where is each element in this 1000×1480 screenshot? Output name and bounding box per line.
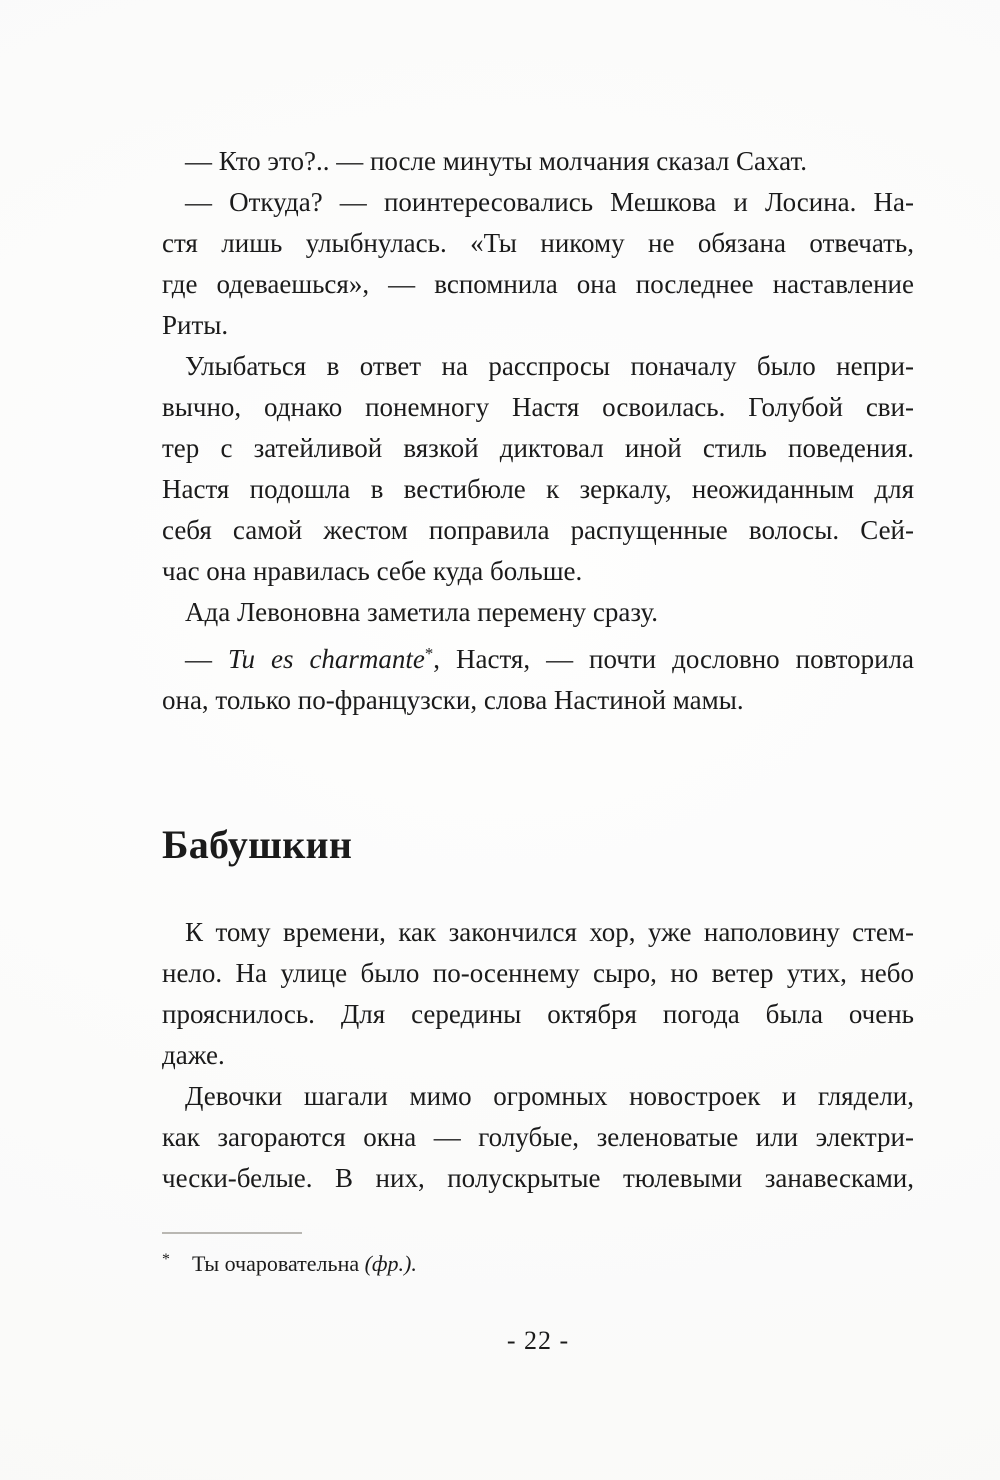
footnote-language-note: (фр.). — [364, 1251, 417, 1276]
footnote-text: Ты очаровательна — [192, 1251, 365, 1276]
footnote-reference-marker: * — [424, 644, 434, 663]
text-line — [162, 633, 914, 680]
page-text-block — [162, 141, 914, 1356]
text-line: час она нравилась себе куда больше. — [162, 556, 583, 586]
french-phrase: Tu es charmante — [227, 644, 425, 674]
text-line: Ада Левоновна заметила перемену сразу. — [185, 597, 659, 627]
section-dialogue — [162, 141, 914, 721]
text-line: стя лишь улыбнулась. «Ты никому не обязана отвечать, — [162, 228, 914, 258]
text-line: К тому времени, как закончился хор, уже наполовину стем- — [185, 917, 914, 947]
text-line: вычно, однако понемногу Настя освоилась. Голубой сви- — [162, 392, 914, 422]
text-line: как загораются окна — голубые, зеленоватые или электри- — [162, 1122, 914, 1152]
text-line: Риты. — [162, 310, 229, 340]
text-line: нело. На улице было по-осеннему сыро, но ветер утих, небо — [162, 958, 914, 988]
text-line: даже. — [162, 1040, 225, 1070]
dialogue-dash: — — [185, 644, 228, 674]
text-line: — Откуда? — поинтересовались Мешкова и Лосина. На- — [185, 187, 914, 217]
footnote-marker: * — [162, 1251, 170, 1268]
text-line: она, только по-французски, слова Настиной мамы. — [162, 685, 744, 715]
text-line: Улыбаться в ответ на расспросы поначалу было непри- — [185, 351, 914, 381]
text-line: Настя подошла в вестибюле к зеркалу, неожиданным для — [162, 474, 914, 504]
text-line: где одеваешься», — вспомнила она последнее наставление — [162, 269, 914, 299]
text-line: тер с затейливой вязкой диктовал иной стиль поведения. — [162, 433, 914, 463]
text-line: чески-белые. В них, полускрытые тюлевыми занавесками, — [162, 1163, 914, 1193]
text-line: — Кто это?.. — после минуты молчания сказал Сахат. — [185, 146, 807, 176]
footnote — [162, 1244, 914, 1280]
page-number: - 22 - — [506, 1326, 570, 1355]
section-chapter-text — [162, 912, 914, 1199]
footnote-divider — [162, 1232, 302, 1234]
text-line: прояснилось. Для середины октября погода была очень — [162, 999, 914, 1029]
text-line: Девочки шагали мимо огромных новостроек и глядели, — [185, 1081, 914, 1111]
text-line-rest: , Настя, — почти дословно повторила — [433, 644, 914, 674]
text-line: себя самой жестом поправила распущенные волосы. Сей- — [162, 515, 914, 545]
chapter-heading: Бабушкин — [162, 822, 353, 867]
